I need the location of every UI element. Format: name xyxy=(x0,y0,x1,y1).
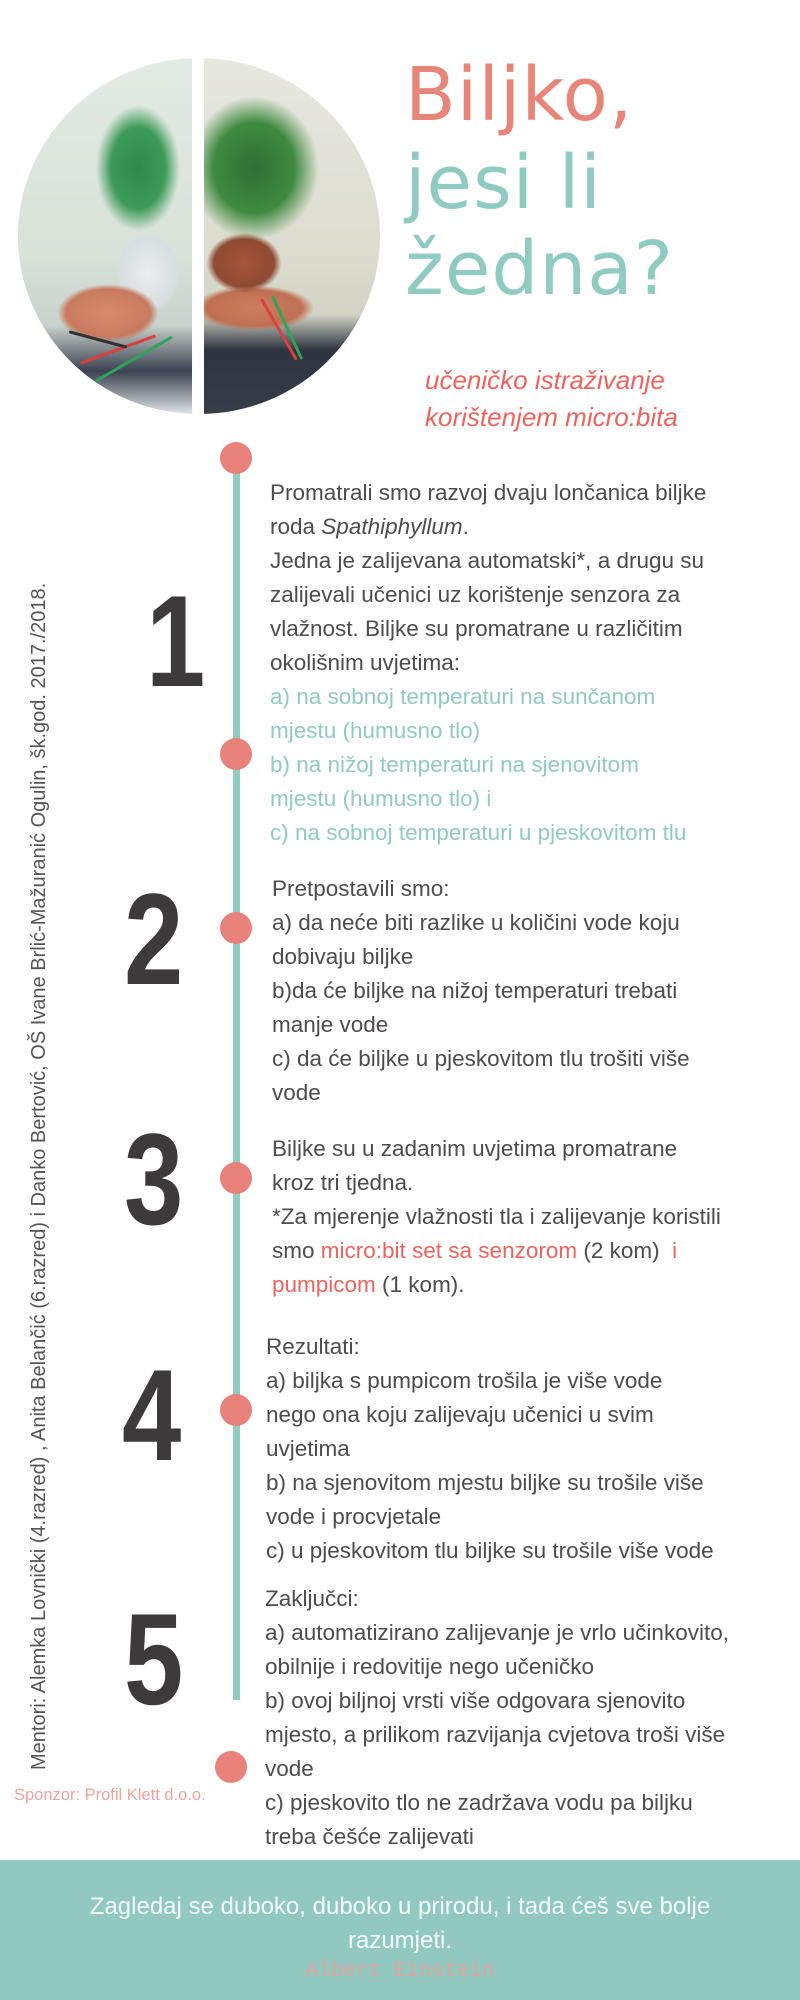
timeline-line xyxy=(233,470,240,1700)
text-span: i xyxy=(672,1238,678,1263)
text-line: vlažnost. Biljke su promatrane u različitim xyxy=(270,616,683,641)
timeline-dot-3 xyxy=(220,1162,252,1194)
mentors-credits: Mentori: Alemka Lovnički (4.razred) , Anita Belančić (6.razred) i Danko Bertović, OŠ Ivane Brlić-Mažuranić Ogulin, šk.god. 2017./2018. xyxy=(28,582,50,1770)
text-line: b) na sjenovitom mjestu biljke su trošile više xyxy=(266,1470,704,1495)
text-line: c) da će biljke u pjeskovitom tlu trošiti više xyxy=(272,1046,690,1071)
plant-with-sensor-photo xyxy=(204,58,380,414)
timeline-dot-top xyxy=(220,442,252,474)
text-line: uvjetima xyxy=(266,1436,350,1461)
subtitle-line-1: učeničko istraživanje xyxy=(425,365,665,395)
step-2-text xyxy=(272,872,690,1110)
text-line: c) pjeskovito tlo ne zadržava vodu pa biljku xyxy=(265,1790,693,1815)
text-line: treba češće zalijevati xyxy=(265,1824,474,1849)
text-line: vode xyxy=(272,1080,321,1105)
plant-with-pump-photo xyxy=(18,58,192,414)
timeline-dot-2 xyxy=(220,912,252,944)
text-line: a) da neće biti razlike u količini vode koju xyxy=(272,910,680,935)
text-line: Rezultati: xyxy=(266,1334,360,1359)
text-line: a) automatizirano zalijevanje je vrlo učinkovito, xyxy=(265,1620,729,1645)
step-number-4: 4 xyxy=(122,1342,182,1488)
plant-photo-collage xyxy=(18,58,380,414)
text-span: (1 kom). xyxy=(375,1272,465,1297)
text-line: vode i procvjetale xyxy=(266,1504,442,1529)
quote-footer xyxy=(0,1860,800,2000)
sponsor-text: Sponzor: Profil Klett d.o.o. xyxy=(14,1786,206,1804)
text-line: Zaključci: xyxy=(265,1586,359,1611)
text-span: . xyxy=(462,514,469,539)
condition-c: c) na sobnoj temperaturi u pjeskovitom tlu xyxy=(270,820,687,845)
text-line: kroz tri tjedna. xyxy=(272,1170,414,1195)
text-line: Promatrali smo razvoj dvaju lončanica biljke xyxy=(270,480,707,505)
step-1-text xyxy=(270,476,706,850)
quote-line-1: Zagledaj se duboko, duboko u prirodu, i tada ćeš sve bolje xyxy=(89,1893,711,1920)
text-line: vode xyxy=(265,1756,314,1781)
timeline-dot-end xyxy=(215,1751,247,1783)
timeline-dot-1 xyxy=(220,738,252,770)
photo-divider xyxy=(192,58,204,414)
condition-b-cont: mjestu (humusno tlo) i xyxy=(270,786,492,811)
step-number-1: 1 xyxy=(146,568,206,714)
step-number-2: 2 xyxy=(124,866,184,1012)
text-line: mjesto, a prilikom razvijanja cvjetova troši više xyxy=(265,1722,726,1747)
text-span: roda xyxy=(270,514,322,539)
subtitle-line-2: korištenjem micro:bita xyxy=(425,402,678,432)
text-span: smo xyxy=(272,1238,321,1263)
quote-author: Albert Einstein xyxy=(305,1960,495,1983)
microbit-set-highlight: micro:bit set sa senzorom xyxy=(320,1238,578,1263)
text-line: b) ovoj biljnoj vrsti više odgovara sjenovito xyxy=(265,1688,686,1713)
step-4-text xyxy=(266,1330,714,1568)
text-line: manje vode xyxy=(272,1012,389,1037)
step-number-5: 5 xyxy=(124,1586,184,1732)
title-line-3: žedna? xyxy=(405,226,674,312)
text-line: b)da će biljke na nižoj temperaturi trebati xyxy=(272,978,678,1003)
step-5-text xyxy=(265,1582,729,1854)
text-line xyxy=(272,1268,721,1302)
text-line: obilnije i redovitije nego učeničko xyxy=(265,1654,594,1679)
text-line: a) biljka s pumpicom trošila je više vode xyxy=(266,1368,663,1393)
quote-text xyxy=(40,1890,760,1958)
text-line: zalijevali učenici uz korištenje senzora za xyxy=(270,582,681,607)
genus-name: Spathiphyllum xyxy=(321,514,463,539)
text-line: Jedna je zalijevana automatski*, a drugu su xyxy=(270,548,705,573)
text-line: dobivaju biljke xyxy=(272,944,414,969)
quote-line-2: razumjeti. xyxy=(347,1927,453,1954)
text-span: (2 kom) xyxy=(577,1238,673,1263)
title-line-1: Biljko, xyxy=(405,52,634,138)
pump-highlight: pumpicom xyxy=(272,1272,376,1297)
text-line xyxy=(270,510,706,544)
step-number-3: 3 xyxy=(124,1106,184,1252)
subtitle xyxy=(425,362,678,436)
text-line: Pretpostavili smo: xyxy=(272,876,450,901)
text-line xyxy=(272,1234,721,1268)
text-line: okolišnim uvjetima: xyxy=(270,650,461,675)
text-line: Biljke su u zadanim uvjetima promatrane xyxy=(272,1136,678,1161)
timeline-dot-4 xyxy=(220,1394,252,1426)
text-line: c) u pjeskovitom tlu biljke su trošile više vode xyxy=(266,1538,714,1563)
condition-a: a) na sobnoj temperaturi na sunčanom xyxy=(270,684,656,709)
text-line: *Za mjerenje vlažnosti tla i zalijevanje koristili xyxy=(272,1204,721,1229)
condition-a-cont: mjestu (humusno tlo) xyxy=(270,718,481,743)
title-line-2: jesi li xyxy=(405,140,602,226)
condition-b: b) na nižoj temperaturi na sjenovitom xyxy=(270,752,639,777)
step-3-text xyxy=(272,1132,721,1302)
text-line: nego ona koju zalijevaju učenici u svim xyxy=(266,1402,654,1427)
